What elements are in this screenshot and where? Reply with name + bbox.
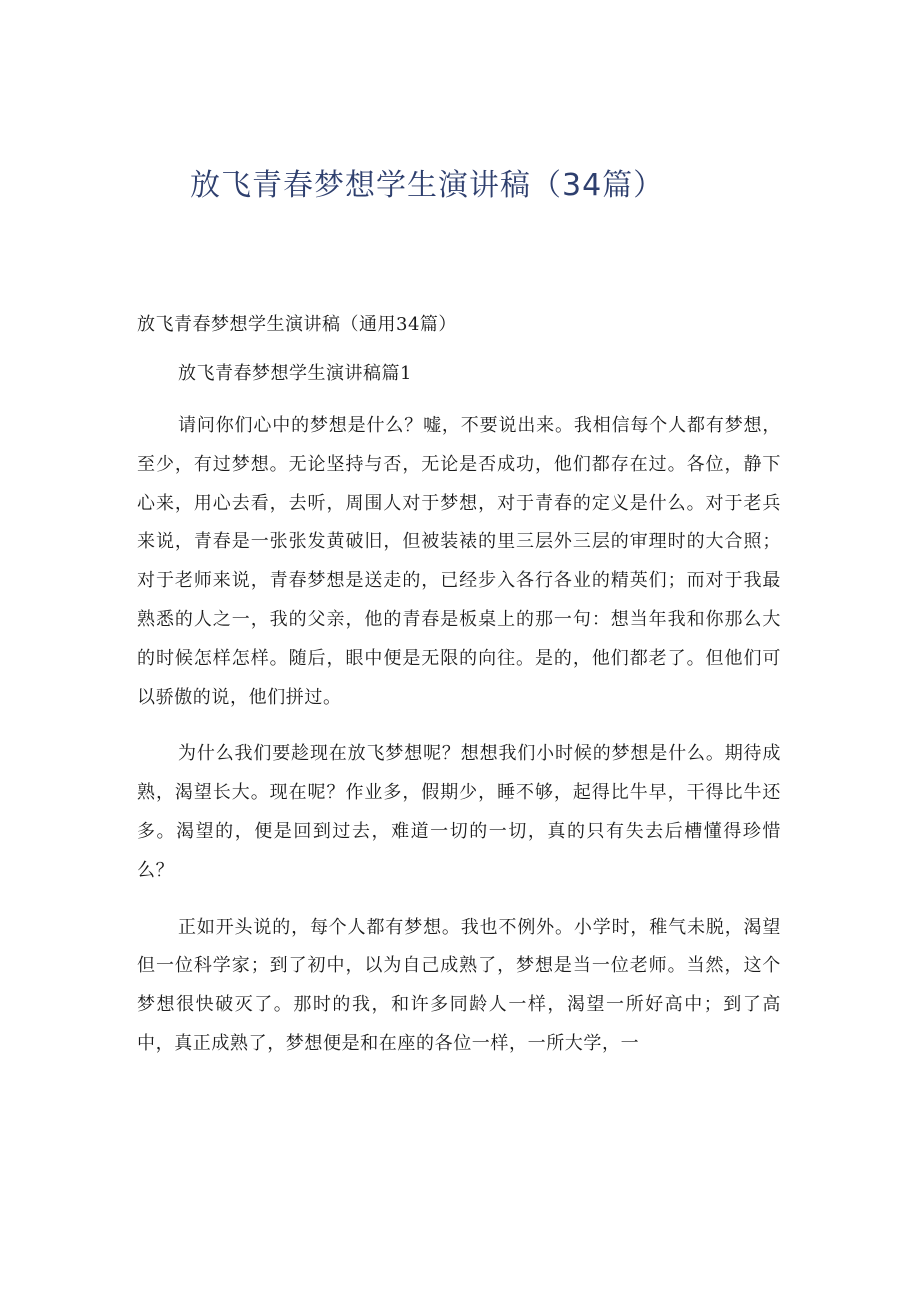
paragraph-2: 为什么我们要趁现在放飞梦想呢？想想我们小时候的梦想是什么。期待成熟，渴望长大。现在呢？作业多，假期少，睡不够，起得比牛早，干得比牛还多。渴望的，便是回到过去，难道一切的一切，真的只有失去后槽懂得珍惜么？ — [137, 743, 781, 881]
document-body — [137, 310, 781, 1064]
document-subtitle: 放飞青春梦想学生演讲稿（通用34篇） — [137, 314, 457, 335]
paragraph-1: 请问你们心中的梦想是什么？嘘，不要说出来。我相信每个人都有梦想，至少，有过梦想。无论坚持与否，无论是否成功，他们都存在过。各位，静下心来，用心去看，去听，周围人对于梦想，对于青春的定义是什么。对于老兵来说，青春是一张张发黄破旧，但被装裱的里三层外三层的审理时的大合照；对于老师来说，青春梦想是送走的，已经步入各行各业的精英们；而对于我最熟悉的人之一，我的父亲，他的青春是板桌上的那一句：想当年我和你那么大的时候怎样怎样。随后，眼中便是无限的向往。是的，他们都老了。但他们可以骄傲的说，他们拼过。 — [137, 415, 781, 708]
document-title: 放飞青春梦想学生演讲稿（34篇） — [190, 168, 665, 203]
paragraph-3: 正如开头说的，每个人都有梦想。我也不例外。小学时，稚气未脱，渴望但一位科学家；到了初中，以为自己成熟了，梦想是当一位老师。当然，这个梦想很快破灭了。那时的我，和许多同龄人一样，渴望一所好高中；到了高中，真正成熟了，梦想便是和在座的各位一样，一所大学，一 — [137, 916, 781, 1054]
section-heading: 放飞青春梦想学生演讲稿篇1 — [178, 363, 412, 384]
